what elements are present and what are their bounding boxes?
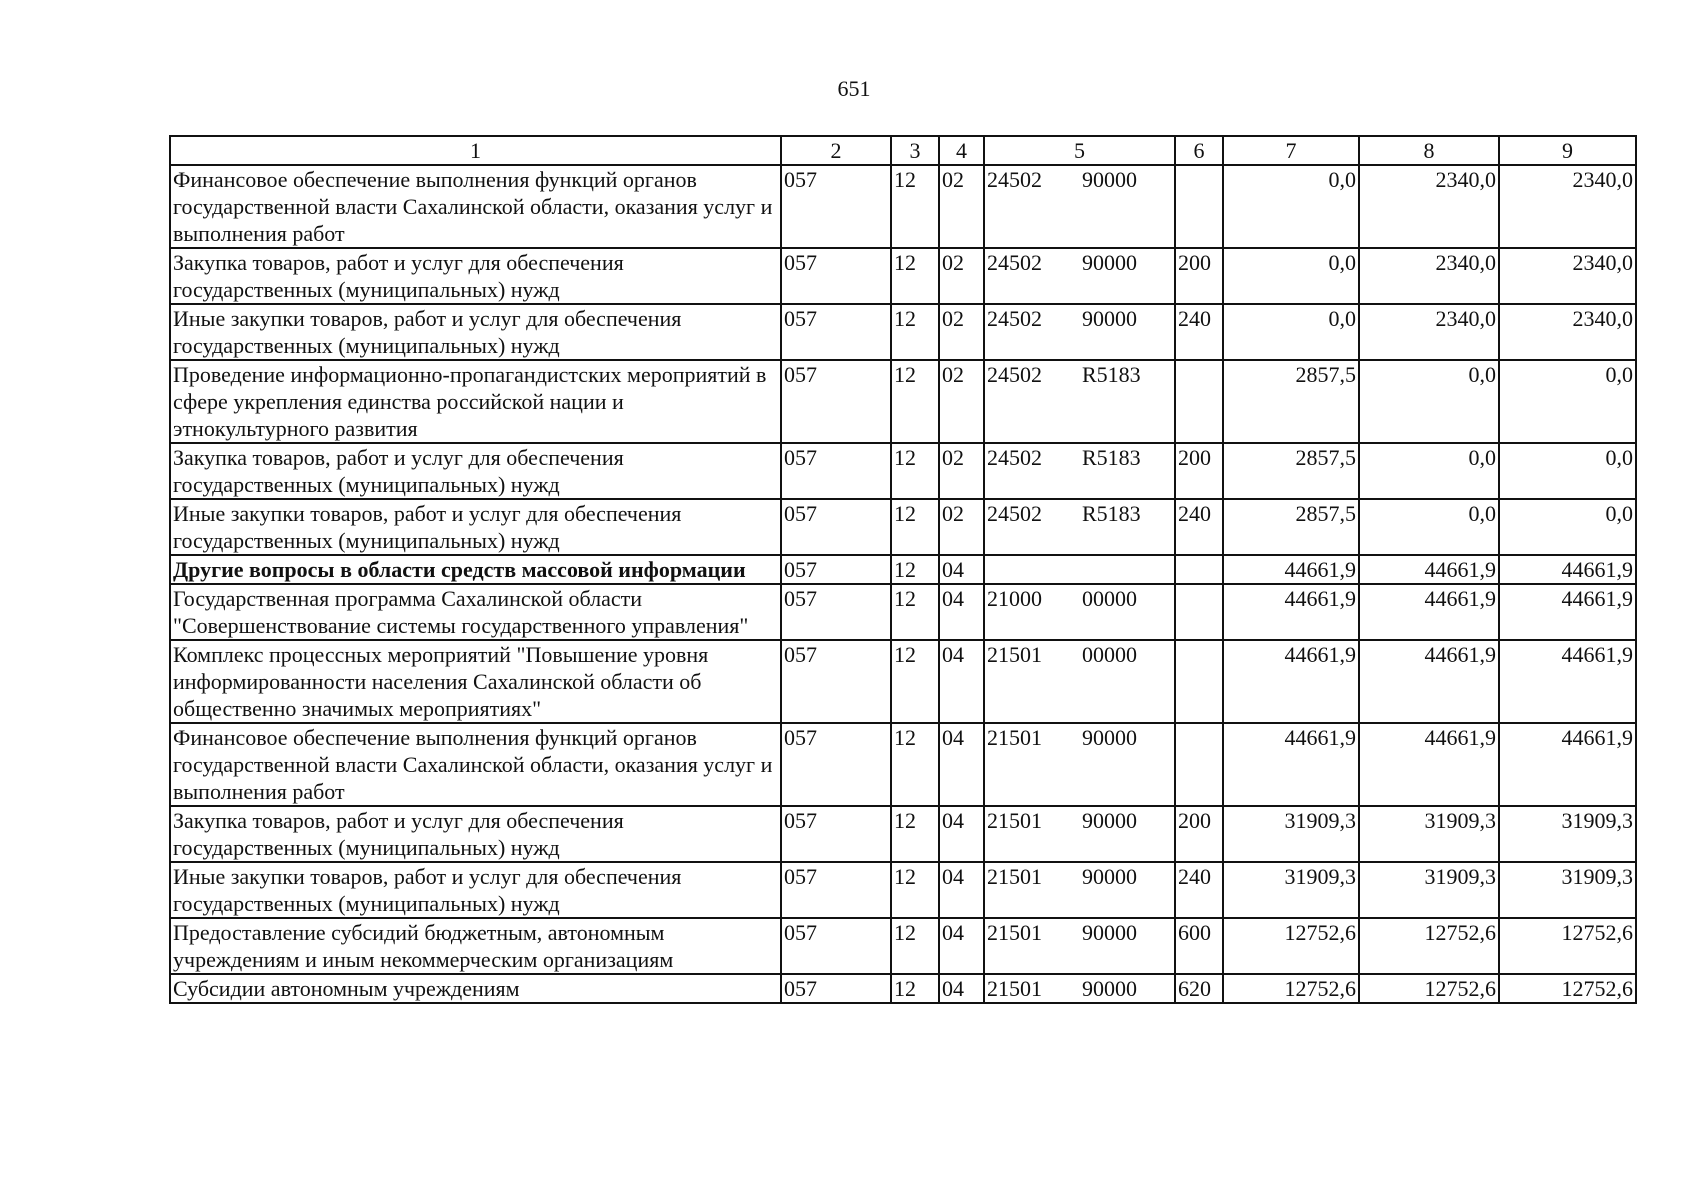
row-ministry-code: 057 xyxy=(781,918,891,974)
header-col-7: 7 xyxy=(1223,136,1359,165)
row-ministry-code: 057 xyxy=(781,248,891,304)
row-amount-col7: 0,0 xyxy=(1223,304,1359,360)
row-amount-col9: 31909,3 xyxy=(1499,862,1636,918)
row-name: Субсидии автономным учреждениям xyxy=(170,974,781,1003)
row-subsection-code: 04 xyxy=(939,555,984,584)
row-amount-col9: 44661,9 xyxy=(1499,723,1636,806)
row-target-article-program: 21501 xyxy=(987,642,1042,667)
row-section-code: 12 xyxy=(891,584,939,640)
row-section-code: 12 xyxy=(891,248,939,304)
row-name: Проведение информационно-пропагандистских мероприятий в сфере укрепления единства российской нации и этнокультурного развития xyxy=(170,360,781,443)
table-row xyxy=(170,806,1636,862)
row-target-article xyxy=(984,806,1175,862)
table-row xyxy=(170,360,1636,443)
row-target-article-program: 21501 xyxy=(987,808,1042,833)
row-ministry-code: 057 xyxy=(781,304,891,360)
table-row xyxy=(170,640,1636,723)
row-subsection-code: 04 xyxy=(939,918,984,974)
row-amount-col7: 44661,9 xyxy=(1223,584,1359,640)
row-section-code: 12 xyxy=(891,499,939,555)
header-col-3: 3 xyxy=(891,136,939,165)
budget-table xyxy=(169,135,1637,1004)
row-target-article-direction: 90000 xyxy=(1082,920,1137,945)
table-row xyxy=(170,862,1636,918)
row-expense-type: 600 xyxy=(1175,918,1223,974)
row-ministry-code: 057 xyxy=(781,723,891,806)
row-target-article xyxy=(984,862,1175,918)
row-target-article xyxy=(984,640,1175,723)
row-ministry-code: 057 xyxy=(781,806,891,862)
table-row xyxy=(170,918,1636,974)
row-target-article-direction: 90000 xyxy=(1082,808,1137,833)
row-expense-type xyxy=(1175,165,1223,248)
row-section-code: 12 xyxy=(891,443,939,499)
header-row xyxy=(170,136,1636,165)
row-amount-col8: 44661,9 xyxy=(1359,640,1499,723)
row-target-article xyxy=(984,584,1175,640)
row-subsection-code: 02 xyxy=(939,304,984,360)
row-section-code: 12 xyxy=(891,360,939,443)
row-amount-col8: 31909,3 xyxy=(1359,862,1499,918)
row-amount-col9: 12752,6 xyxy=(1499,918,1636,974)
row-target-article xyxy=(984,248,1175,304)
row-ministry-code: 057 xyxy=(781,555,891,584)
row-target-article-direction: R5183 xyxy=(1082,501,1141,526)
row-section-code: 12 xyxy=(891,165,939,248)
row-expense-type: 240 xyxy=(1175,304,1223,360)
row-target-article-program: 24502 xyxy=(987,250,1042,275)
row-amount-col9: 44661,9 xyxy=(1499,640,1636,723)
row-expense-type: 240 xyxy=(1175,499,1223,555)
row-name: Финансовое обеспечение выполнения функций органов государственной власти Сахалинской области, оказания услуг и выполнения работ xyxy=(170,165,781,248)
row-name: Иные закупки товаров, работ и услуг для обеспечения государственных (муниципальных) нужд xyxy=(170,304,781,360)
row-amount-col7: 44661,9 xyxy=(1223,723,1359,806)
row-amount-col8: 0,0 xyxy=(1359,499,1499,555)
table-row xyxy=(170,555,1636,584)
row-subsection-code: 02 xyxy=(939,499,984,555)
row-expense-type: 620 xyxy=(1175,974,1223,1003)
row-amount-col8: 12752,6 xyxy=(1359,918,1499,974)
row-section-code: 12 xyxy=(891,304,939,360)
row-amount-col8: 2340,0 xyxy=(1359,165,1499,248)
row-target-article-program: 24502 xyxy=(987,167,1042,192)
row-target-article-direction: 90000 xyxy=(1082,976,1137,1001)
row-amount-col8: 31909,3 xyxy=(1359,806,1499,862)
row-target-article-direction: R5183 xyxy=(1082,362,1141,387)
row-target-article-program: 24502 xyxy=(987,362,1042,387)
row-target-article-program: 24502 xyxy=(987,501,1042,526)
row-name: Закупка товаров, работ и услуг для обеспечения государственных (муниципальных) нужд xyxy=(170,248,781,304)
row-name: Иные закупки товаров, работ и услуг для обеспечения государственных (муниципальных) нужд xyxy=(170,862,781,918)
row-target-article-program: 21000 xyxy=(987,586,1042,611)
row-expense-type: 240 xyxy=(1175,862,1223,918)
row-amount-col7: 44661,9 xyxy=(1223,640,1359,723)
row-expense-type: 200 xyxy=(1175,248,1223,304)
row-ministry-code: 057 xyxy=(781,862,891,918)
row-amount-col8: 0,0 xyxy=(1359,360,1499,443)
table-body xyxy=(170,165,1636,1003)
row-target-article xyxy=(984,974,1175,1003)
row-target-article-direction: 90000 xyxy=(1082,250,1137,275)
row-amount-col7: 2857,5 xyxy=(1223,360,1359,443)
row-target-article-program: 24502 xyxy=(987,306,1042,331)
row-amount-col7: 2857,5 xyxy=(1223,443,1359,499)
row-target-article-program: 24502 xyxy=(987,445,1042,470)
row-name: Государственная программа Сахалинской области "Совершенствование системы государственного управления" xyxy=(170,584,781,640)
row-ministry-code: 057 xyxy=(781,499,891,555)
row-ministry-code: 057 xyxy=(781,584,891,640)
table-row xyxy=(170,584,1636,640)
row-ministry-code: 057 xyxy=(781,165,891,248)
row-ministry-code: 057 xyxy=(781,974,891,1003)
row-amount-col7: 44661,9 xyxy=(1223,555,1359,584)
row-target-article xyxy=(984,918,1175,974)
row-amount-col9: 0,0 xyxy=(1499,499,1636,555)
row-expense-type: 200 xyxy=(1175,443,1223,499)
row-amount-col9: 44661,9 xyxy=(1499,555,1636,584)
row-target-article-program: 21501 xyxy=(987,920,1042,945)
row-section-code: 12 xyxy=(891,555,939,584)
row-target-article xyxy=(984,304,1175,360)
row-amount-col8: 44661,9 xyxy=(1359,555,1499,584)
header-col-2: 2 xyxy=(781,136,891,165)
row-amount-col8: 2340,0 xyxy=(1359,248,1499,304)
row-target-article xyxy=(984,499,1175,555)
row-amount-col9: 0,0 xyxy=(1499,443,1636,499)
row-target-article-program: 21501 xyxy=(987,864,1042,889)
row-section-code: 12 xyxy=(891,862,939,918)
row-target-article-direction: 90000 xyxy=(1082,167,1137,192)
row-target-article-program: 21501 xyxy=(987,725,1042,750)
row-expense-type xyxy=(1175,360,1223,443)
row-target-article-direction: 90000 xyxy=(1082,725,1137,750)
row-section-code: 12 xyxy=(891,640,939,723)
header-col-4: 4 xyxy=(939,136,984,165)
row-amount-col7: 0,0 xyxy=(1223,248,1359,304)
row-target-article xyxy=(984,555,1175,584)
row-target-article-direction: 90000 xyxy=(1082,306,1137,331)
row-amount-col8: 44661,9 xyxy=(1359,584,1499,640)
row-amount-col7: 2857,5 xyxy=(1223,499,1359,555)
row-target-article-direction: 00000 xyxy=(1082,586,1137,611)
row-target-article xyxy=(984,165,1175,248)
row-subsection-code: 02 xyxy=(939,443,984,499)
row-amount-col9: 0,0 xyxy=(1499,360,1636,443)
row-ministry-code: 057 xyxy=(781,443,891,499)
table-row xyxy=(170,248,1636,304)
row-amount-col9: 44661,9 xyxy=(1499,584,1636,640)
row-ministry-code: 057 xyxy=(781,640,891,723)
row-subsection-code: 02 xyxy=(939,248,984,304)
row-name: Закупка товаров, работ и услуг для обеспечения государственных (муниципальных) нужд xyxy=(170,806,781,862)
row-ministry-code: 057 xyxy=(781,360,891,443)
row-name: Иные закупки товаров, работ и услуг для обеспечения государственных (муниципальных) нужд xyxy=(170,499,781,555)
row-subsection-code: 02 xyxy=(939,165,984,248)
row-subsection-code: 04 xyxy=(939,862,984,918)
row-name: Комплекс процессных мероприятий "Повышение уровня информированности населения Сахалинской области об общественно значимых мероприятиях" xyxy=(170,640,781,723)
row-amount-col8: 0,0 xyxy=(1359,443,1499,499)
row-expense-type xyxy=(1175,584,1223,640)
row-target-article-direction: 90000 xyxy=(1082,864,1137,889)
row-name: Другие вопросы в области средств массовой информации xyxy=(170,555,781,584)
row-subsection-code: 04 xyxy=(939,640,984,723)
row-amount-col7: 12752,6 xyxy=(1223,974,1359,1003)
row-expense-type: 200 xyxy=(1175,806,1223,862)
row-target-article xyxy=(984,723,1175,806)
row-amount-col9: 2340,0 xyxy=(1499,165,1636,248)
row-amount-col8: 2340,0 xyxy=(1359,304,1499,360)
row-subsection-code: 04 xyxy=(939,584,984,640)
row-target-article-direction: R5183 xyxy=(1082,445,1141,470)
row-target-article xyxy=(984,360,1175,443)
row-subsection-code: 04 xyxy=(939,974,984,1003)
row-subsection-code: 04 xyxy=(939,723,984,806)
table-row xyxy=(170,974,1636,1003)
row-section-code: 12 xyxy=(891,974,939,1003)
row-expense-type xyxy=(1175,555,1223,584)
row-amount-col9: 12752,6 xyxy=(1499,974,1636,1003)
row-amount-col7: 12752,6 xyxy=(1223,918,1359,974)
row-name: Финансовое обеспечение выполнения функций органов государственной власти Сахалинской области, оказания услуг и выполнения работ xyxy=(170,723,781,806)
table-row xyxy=(170,304,1636,360)
header-col-1: 1 xyxy=(170,136,781,165)
row-amount-col8: 12752,6 xyxy=(1359,974,1499,1003)
row-amount-col7: 31909,3 xyxy=(1223,862,1359,918)
header-col-8: 8 xyxy=(1359,136,1499,165)
header-col-9: 9 xyxy=(1499,136,1636,165)
table-row xyxy=(170,165,1636,248)
row-section-code: 12 xyxy=(891,918,939,974)
row-section-code: 12 xyxy=(891,806,939,862)
row-section-code: 12 xyxy=(891,723,939,806)
table-row xyxy=(170,499,1636,555)
row-expense-type xyxy=(1175,723,1223,806)
header-col-5: 5 xyxy=(984,136,1175,165)
row-subsection-code: 02 xyxy=(939,360,984,443)
row-target-article-direction: 00000 xyxy=(1082,642,1137,667)
row-target-article-program: 21501 xyxy=(987,976,1042,1001)
row-amount-col9: 2340,0 xyxy=(1499,248,1636,304)
row-expense-type xyxy=(1175,640,1223,723)
row-subsection-code: 04 xyxy=(939,806,984,862)
row-name: Предоставление субсидий бюджетным, автономным учреждениям и иным некоммерческим организациям xyxy=(170,918,781,974)
row-amount-col9: 2340,0 xyxy=(1499,304,1636,360)
row-amount-col7: 0,0 xyxy=(1223,165,1359,248)
header-col-6: 6 xyxy=(1175,136,1223,165)
row-name: Закупка товаров, работ и услуг для обеспечения государственных (муниципальных) нужд xyxy=(170,443,781,499)
row-amount-col7: 31909,3 xyxy=(1223,806,1359,862)
row-amount-col8: 44661,9 xyxy=(1359,723,1499,806)
row-target-article xyxy=(984,443,1175,499)
row-amount-col9: 31909,3 xyxy=(1499,806,1636,862)
table-row xyxy=(170,723,1636,806)
page-number: 651 xyxy=(837,76,871,101)
table-row xyxy=(170,443,1636,499)
